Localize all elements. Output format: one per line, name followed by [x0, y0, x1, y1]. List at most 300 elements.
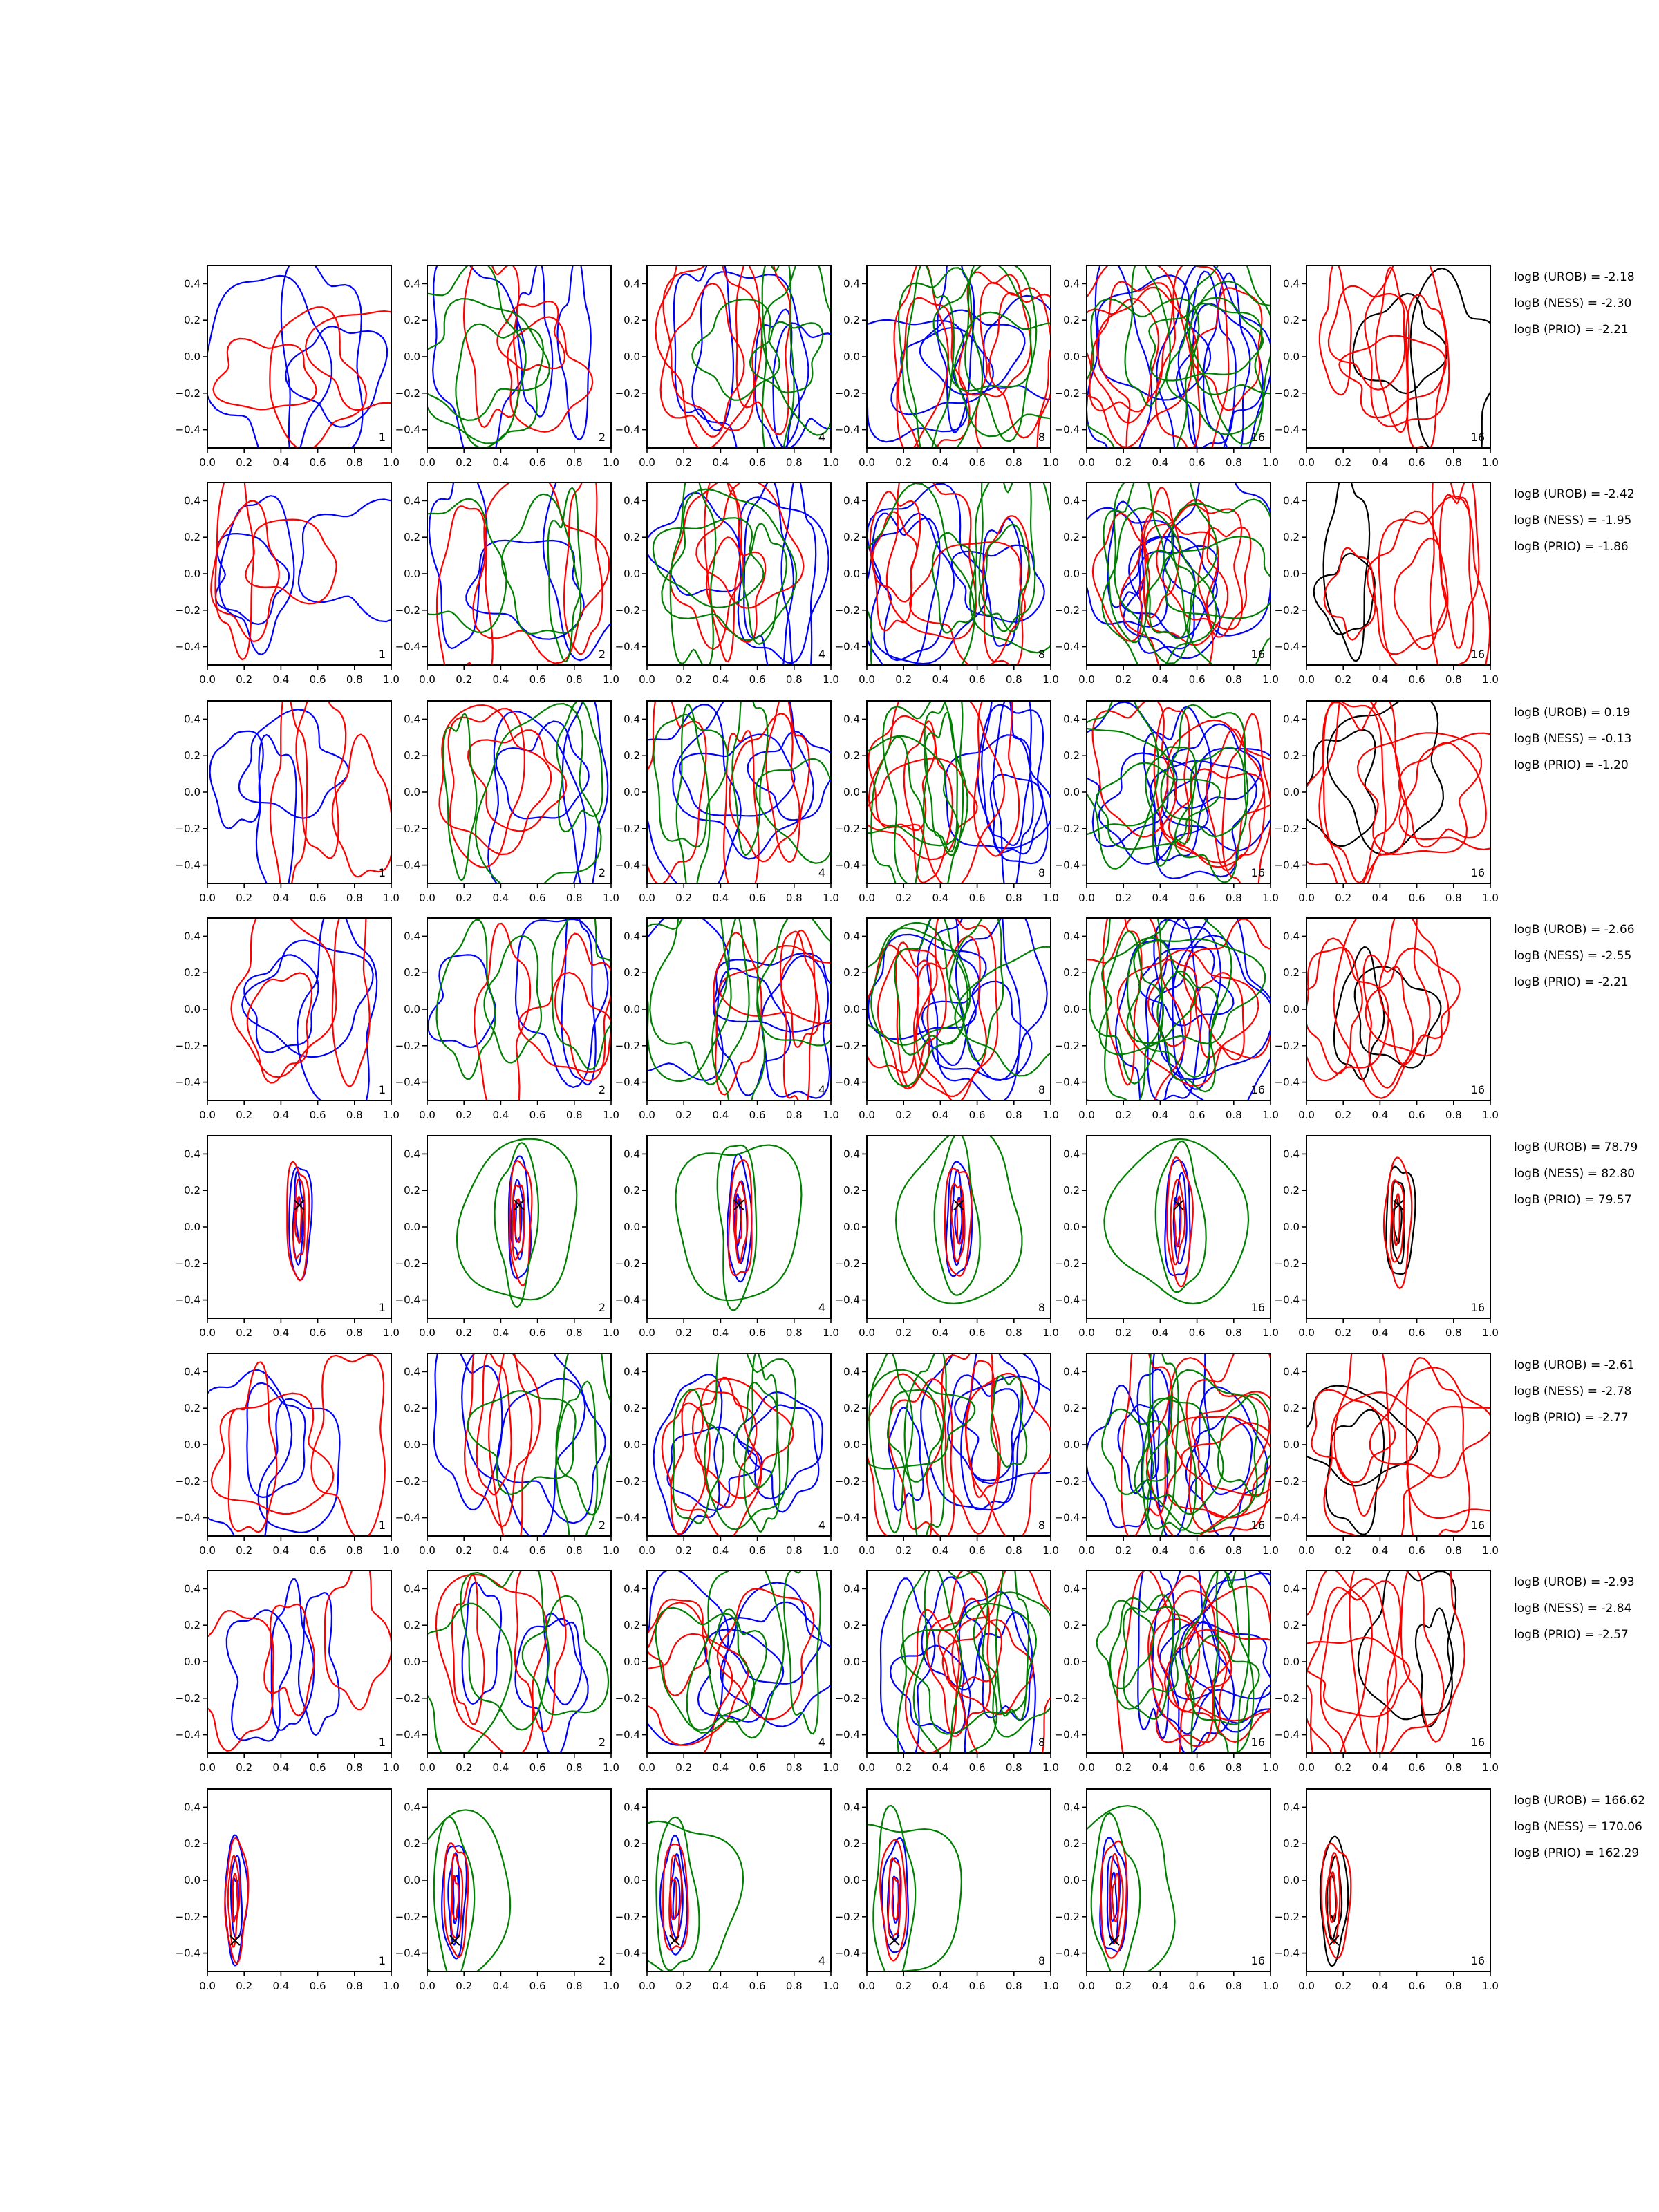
y-tick-label: 0.2: [1063, 1184, 1080, 1197]
contour-line-red: [974, 675, 1019, 856]
x-tick-label: 0.6: [1188, 1544, 1206, 1557]
x-tick-label: 0.2: [456, 1109, 473, 1121]
logb-annotation: logB (PRIO) = -1.86: [1514, 540, 1629, 554]
contour-line-red: [1118, 950, 1259, 1086]
y-tick-label: 0.4: [184, 494, 200, 507]
contour-line-green: [523, 1596, 608, 1715]
y-tick-label: 0.2: [1063, 1619, 1080, 1632]
y-tick-label: 0.4: [404, 277, 420, 290]
x-tick-label: 0.2: [236, 673, 253, 686]
x-tick-label: 1.0: [1482, 456, 1499, 469]
y-tick-label: 0.4: [1283, 494, 1300, 507]
x-tick-label: 0.8: [785, 673, 803, 686]
contour-line-red: [436, 1575, 547, 1756]
panel-r4-c1: [176, 876, 400, 1121]
x-tick-label: 0.0: [639, 1327, 655, 1339]
x-tick-label: 1.0: [823, 1761, 839, 1774]
x-tick-label: 0.8: [565, 673, 583, 686]
y-tick-label: 0.0: [1063, 1874, 1080, 1886]
y-tick-label: −0.4: [1054, 640, 1080, 653]
x-tick-label: 0.0: [199, 1761, 216, 1774]
x-tick-label: 0.8: [1005, 1980, 1022, 1992]
y-tick-label: −0.2: [1054, 1474, 1080, 1488]
contour-line-blue: [563, 695, 608, 894]
panel-r2-c2: [395, 445, 625, 696]
contour-line-red: [564, 465, 603, 654]
x-tick-label: 0.8: [346, 1980, 363, 1992]
x-tick-label: 0.4: [1152, 1761, 1169, 1774]
panel-r4-c4: [835, 883, 1091, 1121]
x-tick-label: 0.4: [272, 1109, 290, 1121]
x-tick-label: 0.6: [968, 1327, 986, 1339]
x-tick-label: 0.0: [1298, 673, 1315, 686]
x-tick-label: 1.0: [1042, 1544, 1059, 1557]
x-tick-label: 0.6: [529, 1544, 546, 1557]
contour-line-green: [996, 1542, 1029, 1721]
panel-label: 16: [1250, 1301, 1265, 1314]
y-tick-label: 0.4: [404, 494, 420, 507]
y-tick-label: 0.2: [843, 966, 860, 980]
x-tick-label: 0.4: [932, 1761, 949, 1774]
y-tick-label: −0.4: [615, 423, 640, 436]
x-tick-label: 0.6: [749, 1544, 766, 1557]
panel-r8-c5: [1046, 1789, 1279, 1992]
panel-r1-c6: [1275, 247, 1502, 487]
y-tick-label: −0.2: [1054, 1039, 1080, 1052]
x-tick-label: 0.6: [749, 1980, 766, 1992]
x-tick-label: 0.2: [675, 1761, 693, 1774]
contour-line-red: [1401, 1542, 1465, 1742]
x-tick-label: 1.0: [1262, 1544, 1279, 1557]
x-tick-label: 0.2: [895, 1761, 912, 1774]
y-tick-label: 0.4: [1063, 277, 1080, 290]
y-tick-label: 0.2: [404, 1837, 420, 1850]
contour-line-green: [784, 1559, 821, 1734]
x-tick-label: 0.2: [456, 892, 473, 904]
y-tick-label: −0.2: [395, 822, 420, 835]
panel-label: 2: [598, 1954, 606, 1967]
y-tick-label: 0.4: [184, 930, 200, 943]
x-tick-label: 0.6: [749, 1327, 766, 1339]
y-tick-label: −0.4: [175, 423, 200, 436]
contour-line-blue: [462, 1322, 585, 1539]
y-tick-label: −0.2: [1274, 603, 1300, 617]
panel-r6-c5: [1055, 1314, 1302, 1557]
x-tick-label: 0.6: [1408, 1109, 1425, 1121]
contour-line-blue: [543, 445, 625, 661]
x-tick-label: 1.0: [1042, 1761, 1059, 1774]
x-tick-label: 0.2: [1115, 456, 1132, 469]
x-tick-label: 0.2: [1335, 1980, 1352, 1992]
y-tick-label: 0.0: [1063, 1003, 1080, 1015]
x-tick-label: 1.0: [383, 1761, 400, 1774]
x-tick-label: 0.4: [932, 892, 949, 904]
panel-label: 4: [818, 866, 825, 879]
y-tick-label: 0.0: [404, 1874, 420, 1886]
y-tick-label: 0.0: [843, 1874, 860, 1886]
y-tick-label: 0.2: [184, 966, 200, 980]
y-tick-label: 0.2: [404, 1402, 420, 1415]
x-tick-label: 1.0: [383, 1980, 400, 1992]
x-tick-label: 0.2: [895, 1327, 912, 1339]
y-tick-label: 0.4: [624, 494, 640, 507]
x-tick-label: 0.4: [1152, 456, 1169, 469]
x-tick-label: 0.8: [1005, 1761, 1022, 1774]
axes-frame: [867, 1789, 1051, 1971]
contour-line-red: [1120, 511, 1219, 688]
x-tick-label: 0.0: [1078, 456, 1095, 469]
x-tick-label: 0.4: [272, 673, 290, 686]
x-tick-label: 0.6: [968, 892, 986, 904]
panel-label: 16: [1470, 1519, 1485, 1532]
y-tick-label: −0.2: [1054, 603, 1080, 617]
x-tick-label: 0.6: [968, 456, 986, 469]
x-tick-label: 0.2: [456, 1544, 473, 1557]
x-tick-label: 0.0: [1078, 1327, 1095, 1339]
y-tick-label: −0.2: [395, 1474, 420, 1488]
panel-r3-c4: [833, 675, 1059, 908]
contour-line-red: [1379, 496, 1490, 707]
logb-annotation: logB (NESS) = -1.95: [1514, 514, 1632, 527]
x-tick-label: 0.0: [1298, 1109, 1315, 1121]
x-tick-label: 0.4: [492, 1980, 509, 1992]
x-tick-label: 0.6: [309, 1327, 326, 1339]
y-tick-label: −0.4: [615, 1076, 640, 1089]
y-tick-label: 0.0: [624, 1438, 640, 1451]
panel-r4-c2: [395, 894, 624, 1123]
y-tick-label: −0.2: [175, 1910, 200, 1923]
x-tick-label: 0.4: [712, 1761, 729, 1774]
logb-annotation: logB (NESS) = -2.84: [1514, 1602, 1632, 1615]
y-tick-label: 0.0: [404, 568, 420, 580]
x-tick-label: 0.8: [565, 892, 583, 904]
x-tick-label: 0.6: [529, 673, 546, 686]
x-tick-label: 0.0: [1078, 1109, 1095, 1121]
x-tick-label: 1.0: [1042, 673, 1059, 686]
contour-line-green: [743, 523, 787, 644]
logb-annotation: logB (UROB) = 78.79: [1514, 1141, 1638, 1154]
x-tick-label: 0.0: [639, 1980, 655, 1992]
x-tick-label: 1.0: [1482, 1109, 1499, 1121]
contour-line-green: [1125, 261, 1170, 406]
y-tick-label: −0.4: [1274, 859, 1300, 872]
y-tick-label: 0.4: [624, 930, 640, 943]
y-tick-label: 0.0: [1283, 1221, 1300, 1233]
x-tick-label: 1.0: [1262, 1980, 1279, 1992]
x-tick-label: 0.2: [1115, 892, 1132, 904]
x-tick-label: 0.2: [675, 1109, 693, 1121]
x-tick-label: 0.6: [309, 1544, 326, 1557]
panel-r3-c2: [395, 695, 619, 924]
y-tick-label: 0.4: [184, 1801, 200, 1814]
x-tick-label: 1.0: [383, 1109, 400, 1121]
panel-label: 2: [598, 1083, 606, 1096]
x-tick-label: 0.6: [968, 1761, 986, 1774]
y-tick-label: −0.4: [395, 1947, 420, 1960]
x-tick-label: 0.8: [1445, 1980, 1462, 1992]
x-tick-label: 0.4: [932, 1980, 949, 1992]
x-tick-label: 0.2: [236, 1980, 253, 1992]
y-tick-label: 0.2: [624, 1619, 640, 1632]
contour-line-blue: [496, 722, 589, 819]
x-tick-label: 0.8: [1005, 1109, 1022, 1121]
y-tick-label: −0.2: [834, 603, 860, 617]
logb-annotation: logB (UROB) = -2.66: [1514, 923, 1635, 937]
x-tick-label: 1.0: [603, 1109, 619, 1121]
x-tick-label: 0.8: [565, 456, 583, 469]
y-tick-label: 0.0: [404, 786, 420, 798]
x-tick-label: 1.0: [603, 892, 619, 904]
contour-line-blue: [679, 735, 794, 816]
x-tick-label: 0.6: [1408, 1761, 1425, 1774]
axes-frame: [427, 1136, 611, 1318]
x-tick-label: 0.6: [749, 1761, 766, 1774]
y-tick-label: 0.4: [843, 930, 860, 943]
panel-label: 2: [598, 1736, 606, 1749]
panel-label: 2: [598, 431, 606, 444]
x-tick-label: 0.0: [859, 456, 875, 469]
x-tick-label: 0.8: [346, 1109, 363, 1121]
x-tick-label: 0.4: [1152, 892, 1169, 904]
y-tick-label: −0.2: [615, 822, 640, 835]
y-tick-label: −0.4: [615, 1947, 640, 1960]
x-tick-label: 0.0: [419, 1327, 435, 1339]
x-tick-label: 0.4: [272, 1544, 290, 1557]
x-tick-label: 0.8: [565, 1761, 583, 1774]
y-tick-label: 0.4: [184, 277, 200, 290]
x-tick-label: 0.0: [1298, 1980, 1315, 1992]
y-tick-label: 0.0: [184, 1874, 200, 1886]
y-tick-label: 0.0: [1063, 568, 1080, 580]
x-tick-label: 0.4: [932, 1109, 949, 1121]
x-tick-label: 0.6: [968, 1109, 986, 1121]
y-tick-label: −0.4: [834, 423, 860, 436]
axes-frame: [427, 1353, 611, 1536]
x-tick-label: 0.4: [492, 673, 509, 686]
x-tick-label: 0.6: [309, 892, 326, 904]
contour-line-red: [645, 1600, 706, 1696]
y-tick-label: −0.2: [395, 386, 420, 400]
contour-line-red: [863, 758, 977, 859]
contour-line-green: [467, 1391, 575, 1494]
x-tick-label: 0.2: [895, 673, 912, 686]
panel-label: 16: [1470, 648, 1485, 661]
contour-line-red: [1303, 1581, 1400, 1789]
x-tick-label: 0.0: [199, 1980, 216, 1992]
x-tick-label: 0.0: [639, 892, 655, 904]
x-tick-label: 0.0: [419, 1109, 435, 1121]
x-tick-label: 0.6: [529, 1327, 546, 1339]
x-tick-label: 1.0: [823, 892, 839, 904]
y-tick-label: −0.2: [834, 1910, 860, 1923]
y-tick-label: 0.2: [404, 749, 420, 762]
x-tick-label: 0.8: [785, 1327, 803, 1339]
x-tick-label: 0.6: [309, 673, 326, 686]
x-tick-label: 0.6: [1188, 1109, 1206, 1121]
x-tick-label: 0.8: [785, 1761, 803, 1774]
y-tick-label: −0.4: [175, 859, 200, 872]
panel-label: 8: [1038, 1954, 1045, 1967]
panel-r2-c4: [835, 455, 1095, 697]
x-tick-label: 0.2: [456, 456, 473, 469]
x-tick-label: 0.4: [272, 1980, 290, 1992]
logb-annotation: logB (NESS) = -2.30: [1514, 297, 1632, 310]
axes-frame: [207, 701, 391, 883]
logb-annotation: logB (UROB) = 0.19: [1514, 706, 1631, 720]
x-tick-label: 0.4: [1371, 1544, 1389, 1557]
panel-r3-c1: [176, 682, 400, 906]
panel-label: 4: [818, 1954, 825, 1967]
x-tick-label: 0.8: [1225, 1109, 1242, 1121]
panel-label: 16: [1250, 866, 1265, 879]
y-tick-label: 0.2: [843, 1184, 860, 1197]
contour-line-green: [925, 713, 957, 852]
x-tick-label: 0.6: [309, 1980, 326, 1992]
x-tick-label: 0.0: [419, 1761, 435, 1774]
x-tick-label: 1.0: [1482, 1980, 1499, 1992]
contour-line-blue: [717, 968, 791, 1096]
y-tick-label: 0.2: [843, 749, 860, 762]
panel-label: 16: [1250, 1083, 1265, 1096]
x-tick-label: 0.0: [419, 1544, 435, 1557]
x-tick-label: 0.0: [1298, 1327, 1315, 1339]
y-tick-label: −0.2: [1054, 822, 1080, 835]
y-tick-label: −0.2: [395, 603, 420, 617]
contour-line-red: [1097, 288, 1200, 478]
y-tick-label: −0.2: [1274, 1910, 1300, 1923]
y-tick-label: 0.2: [624, 531, 640, 544]
y-tick-label: 0.2: [1283, 1184, 1300, 1197]
y-tick-label: 0.2: [843, 1402, 860, 1415]
contour-line-green: [654, 715, 728, 847]
contour-line-blue: [205, 276, 332, 474]
x-tick-label: 0.8: [1005, 1544, 1022, 1557]
y-tick-label: 0.2: [1283, 1619, 1300, 1632]
panel-label: 8: [1038, 1519, 1045, 1532]
logb-annotation: logB (UROB) = -2.42: [1514, 487, 1635, 501]
y-tick-label: −0.2: [1054, 1257, 1080, 1270]
y-tick-label: −0.2: [175, 1474, 200, 1488]
y-tick-label: 0.2: [184, 1619, 200, 1632]
y-tick-label: −0.4: [395, 640, 420, 653]
x-tick-label: 0.8: [785, 1109, 803, 1121]
y-tick-label: −0.4: [615, 1511, 640, 1524]
x-tick-label: 1.0: [1262, 1327, 1279, 1339]
y-tick-label: −0.4: [175, 1728, 200, 1741]
x-tick-label: 0.6: [529, 1761, 546, 1774]
y-tick-label: 0.2: [184, 749, 200, 762]
contour-line-red: [1312, 1390, 1396, 1483]
y-tick-label: 0.2: [184, 1402, 200, 1415]
panel-r4-c5: [1055, 889, 1297, 1136]
y-tick-label: 0.0: [184, 350, 200, 363]
y-tick-label: −0.4: [1054, 1293, 1080, 1306]
y-tick-label: 0.0: [1283, 1438, 1300, 1451]
y-tick-label: 0.0: [404, 1003, 420, 1015]
x-tick-label: 0.4: [1152, 1327, 1169, 1339]
x-tick-label: 0.4: [272, 1761, 290, 1774]
y-tick-label: −0.2: [1274, 1691, 1300, 1705]
panel-label: 2: [598, 866, 606, 879]
y-tick-label: 0.4: [404, 1801, 420, 1814]
panel-label: 1: [378, 866, 386, 879]
y-tick-label: 0.4: [1063, 1147, 1080, 1161]
contour-line-red: [1376, 268, 1409, 432]
y-tick-label: 0.0: [184, 1438, 200, 1451]
contour-line-blue: [227, 1610, 292, 1741]
y-tick-label: −0.4: [1274, 1947, 1300, 1960]
panel-r5-c2: [395, 1136, 619, 1339]
panel-r2-c3: [615, 458, 839, 689]
x-tick-label: 1.0: [1262, 456, 1279, 469]
y-tick-label: −0.4: [1054, 423, 1080, 436]
x-tick-label: 1.0: [603, 1327, 619, 1339]
x-tick-label: 0.4: [1152, 673, 1169, 686]
x-tick-label: 0.8: [1005, 1327, 1022, 1339]
y-tick-label: 0.0: [624, 1874, 640, 1886]
y-tick-label: −0.2: [395, 1910, 420, 1923]
y-tick-label: 0.2: [843, 1837, 860, 1850]
panel-r2-c6: [1275, 456, 1499, 707]
x-tick-label: 0.2: [675, 1980, 693, 1992]
y-tick-label: −0.4: [615, 640, 640, 653]
y-tick-label: −0.4: [175, 1947, 200, 1960]
x-tick-label: 0.0: [419, 456, 435, 469]
x-tick-label: 0.0: [1078, 892, 1095, 904]
x-tick-label: 0.6: [1408, 1544, 1425, 1557]
y-tick-label: 0.4: [624, 1582, 640, 1595]
panel-label: 2: [598, 1301, 606, 1314]
x-tick-label: 1.0: [383, 892, 400, 904]
y-tick-label: −0.2: [395, 1257, 420, 1270]
contour-line-green: [409, 499, 506, 632]
y-tick-label: −0.2: [1274, 1257, 1300, 1270]
x-tick-label: 0.6: [1408, 673, 1425, 686]
contour-line-blue: [744, 480, 794, 685]
panel-r7-c3: [606, 1559, 841, 1774]
panel-label: 16: [1250, 1954, 1265, 1967]
y-tick-label: −0.2: [1054, 386, 1080, 400]
logb-annotation: logB (NESS) = 82.80: [1514, 1167, 1635, 1181]
y-tick-label: 0.0: [1063, 1656, 1080, 1668]
panel-r5-c3: [615, 1136, 839, 1339]
y-tick-label: 0.2: [184, 314, 200, 327]
x-tick-label: 0.0: [199, 892, 216, 904]
panel-label: 4: [818, 1736, 825, 1749]
x-tick-label: 0.0: [199, 1109, 216, 1121]
panel-r8-c3: [611, 1789, 839, 1992]
contour-line-green: [411, 299, 550, 420]
y-tick-label: 0.4: [404, 1147, 420, 1161]
y-tick-label: 0.4: [1283, 713, 1300, 726]
y-tick-label: −0.4: [1274, 1076, 1300, 1089]
contour-line-green: [495, 1143, 538, 1307]
x-tick-label: 0.0: [199, 1327, 216, 1339]
y-tick-label: 0.4: [624, 277, 640, 290]
x-tick-label: 0.0: [1078, 1544, 1095, 1557]
x-tick-label: 0.0: [859, 1109, 875, 1121]
y-tick-label: −0.2: [175, 386, 200, 400]
x-tick-label: 0.2: [895, 1109, 912, 1121]
panel-label: 16: [1470, 866, 1485, 879]
x-tick-label: 0.0: [859, 1544, 875, 1557]
x-tick-label: 1.0: [1042, 1327, 1059, 1339]
y-tick-label: −0.4: [615, 1293, 640, 1306]
y-tick-label: 0.4: [843, 1801, 860, 1814]
x-tick-label: 0.2: [895, 1544, 912, 1557]
panel-r1-c3: [615, 221, 842, 493]
panel-label: 16: [1250, 648, 1265, 661]
